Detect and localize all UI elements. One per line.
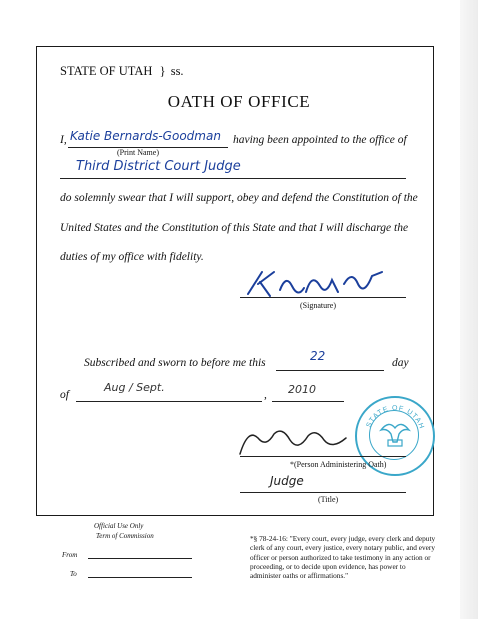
month-handwritten: Aug / Sept. [104, 381, 165, 394]
oath-line-2: United States and the Constitution of this State and that I will discharge the [60, 222, 409, 234]
day-word: day [392, 357, 409, 369]
from-label: From [62, 551, 78, 559]
statute-text: *§ 78-24-16: "Every court, every judge, every clerk and deputy clerk of any court, every justice, every notary public, and every officer or person authorized to take testimony in any action or proceeding, or to decide upon evidence, has power to administer oaths or affirmations." [250, 534, 436, 581]
title-line [240, 492, 406, 493]
office-handwritten: Third District Court Judge [76, 159, 241, 174]
svg-text:STATE OF UTAH [366, 405, 426, 430]
to-line [88, 577, 192, 578]
month-line [76, 401, 262, 402]
office-line [60, 178, 406, 179]
year-line [272, 401, 344, 402]
day-line [276, 370, 384, 371]
seal-text: STATE OF UTAH [365, 404, 426, 431]
ss-label: ss. [170, 64, 184, 78]
sworn-text: Subscribed and sworn to before me this [84, 357, 266, 369]
state-header [60, 64, 184, 79]
administering-line [240, 456, 406, 457]
of-word: of [60, 389, 69, 401]
print-name-caption: (Print Name) [117, 148, 159, 157]
signature-scribble [240, 266, 400, 300]
name-handwritten: Katie Bernards-Goodman [70, 129, 221, 143]
to-label: To [70, 570, 77, 578]
oath-line-1: do solemnly swear that I will support, obey and defend the Constitution of the [60, 192, 418, 204]
year-handwritten: 2010 [288, 383, 316, 396]
oath-line-3: duties of my office with fidelity. [60, 251, 204, 263]
signature-caption: (Signature) [300, 301, 336, 310]
title-caption: (Title) [318, 495, 339, 504]
state-name: STATE OF UTAH [60, 64, 153, 78]
term-of-commission-label: Term of Commission [96, 532, 154, 540]
comma: , [264, 389, 267, 401]
title-handwritten: Judge [270, 474, 304, 488]
day-handwritten: 22 [310, 349, 326, 363]
from-line [88, 558, 192, 559]
page-title: OATH OF OFFICE [167, 92, 311, 111]
official-use-label: Official Use Only [94, 522, 144, 530]
administering-caption: *(Person Administering Oath) [290, 460, 387, 469]
having-text: having been appointed to the office of [233, 134, 407, 146]
administering-signature [236, 424, 356, 460]
brace: } [159, 64, 166, 78]
i-prefix: I, [60, 134, 67, 146]
signature-line [240, 297, 406, 298]
